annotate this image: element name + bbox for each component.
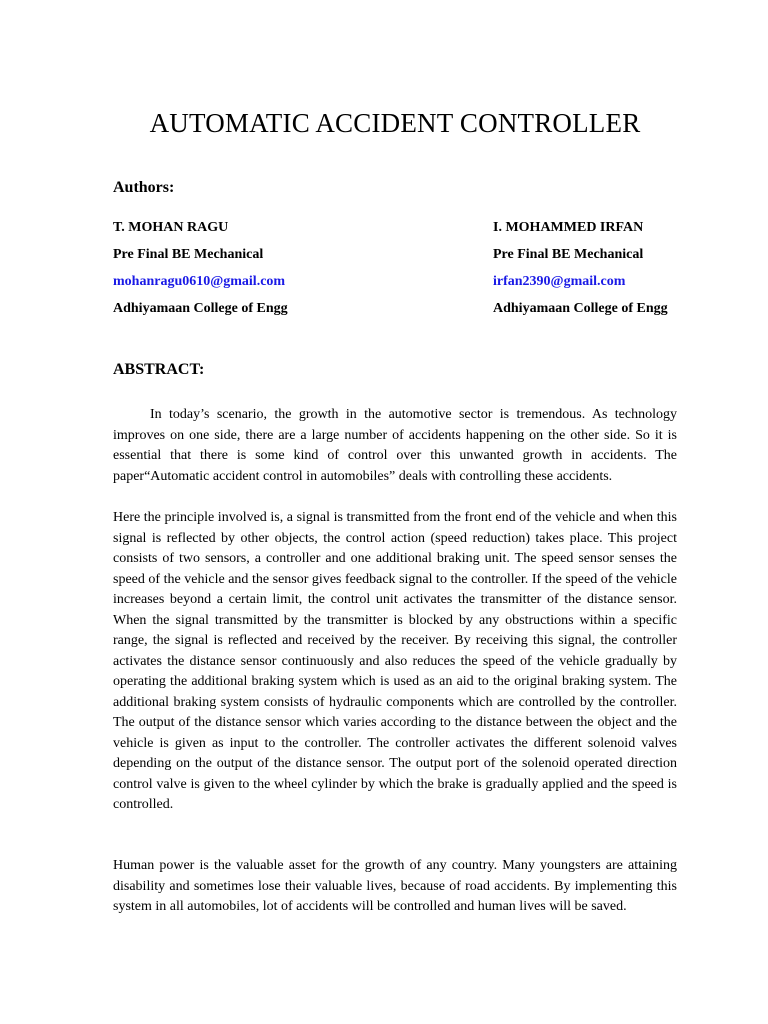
author-college: Adhiyamaan College of Engg <box>493 301 668 316</box>
author-college: Adhiyamaan College of Engg <box>113 301 288 316</box>
author-name: I. MOHAMMED IRFAN <box>493 220 644 235</box>
author-block-1 <box>113 218 288 326</box>
paper-title: AUTOMATIC ACCIDENT CONTROLLER <box>149 108 641 138</box>
author-email-link[interactable]: irfan2390@gmail.com <box>493 274 626 289</box>
abstract-paragraph-1: In today’s scenario, the growth in the automotive sector is tremendous. As technology improves on one side, there are a large number of accidents happening on the other side. So it is essential that there is some kind of control over this unwanted growth in accidents. The paper“Automatic accident control in automobiles” deals with controlling these accidents. <box>113 407 677 484</box>
abstract-paragraph-3: Human power is the valuable asset for the growth of any country. Many youngsters are attaining disability and sometimes lose their valuable lives, because of road accidents. By implementing this system in all automobiles, lot of accidents will be controlled and human lives will be saved. <box>113 858 677 914</box>
author-name: T. MOHAN RAGU <box>113 220 229 235</box>
author-course: Pre Final BE Mechanical <box>493 247 644 262</box>
author-course: Pre Final BE Mechanical <box>113 247 264 262</box>
abstract-heading: ABSTRACT: <box>113 361 205 378</box>
author-block-2 <box>493 218 668 326</box>
author-email-link[interactable]: mohanragu0610@gmail.com <box>113 274 286 289</box>
abstract-paragraph-2: Here the principle involved is, a signal is transmitted from the front end of the vehicle and when this signal is reflected by other objects, the control action (speed reduction) takes place. This project consists of two sensors, a controller and one additional braking unit. The speed sensor senses the speed of the vehicle and the sensor gives feedback signal to the controller. If the speed of the vehicle increases beyond a certain limit, the control unit activates the transmitter of the distance sensor. When the signal transmitted by the transmitter is blocked by any obstructions within a specific range, the signal is reflected and received by the receiver. By receiving this signal, the controller activates the distance sensor continuously and also reduces the speed of the vehicle gradually by operating the additional braking system which is used as an aid to the original braking system. The additional braking system consists of hydraulic components which are controlled by the controller. The output of the distance sensor which varies according to the distance between the object and the vehicle is given as input to the controller. The controller activates the different solenoid valves depending on the output of the distance sensor. The output port of the solenoid operated direction control valve is given to the wheel cylinder by which the brake is gradually applied and the speed is controlled. <box>113 510 677 812</box>
authors-heading: Authors: <box>113 179 175 196</box>
